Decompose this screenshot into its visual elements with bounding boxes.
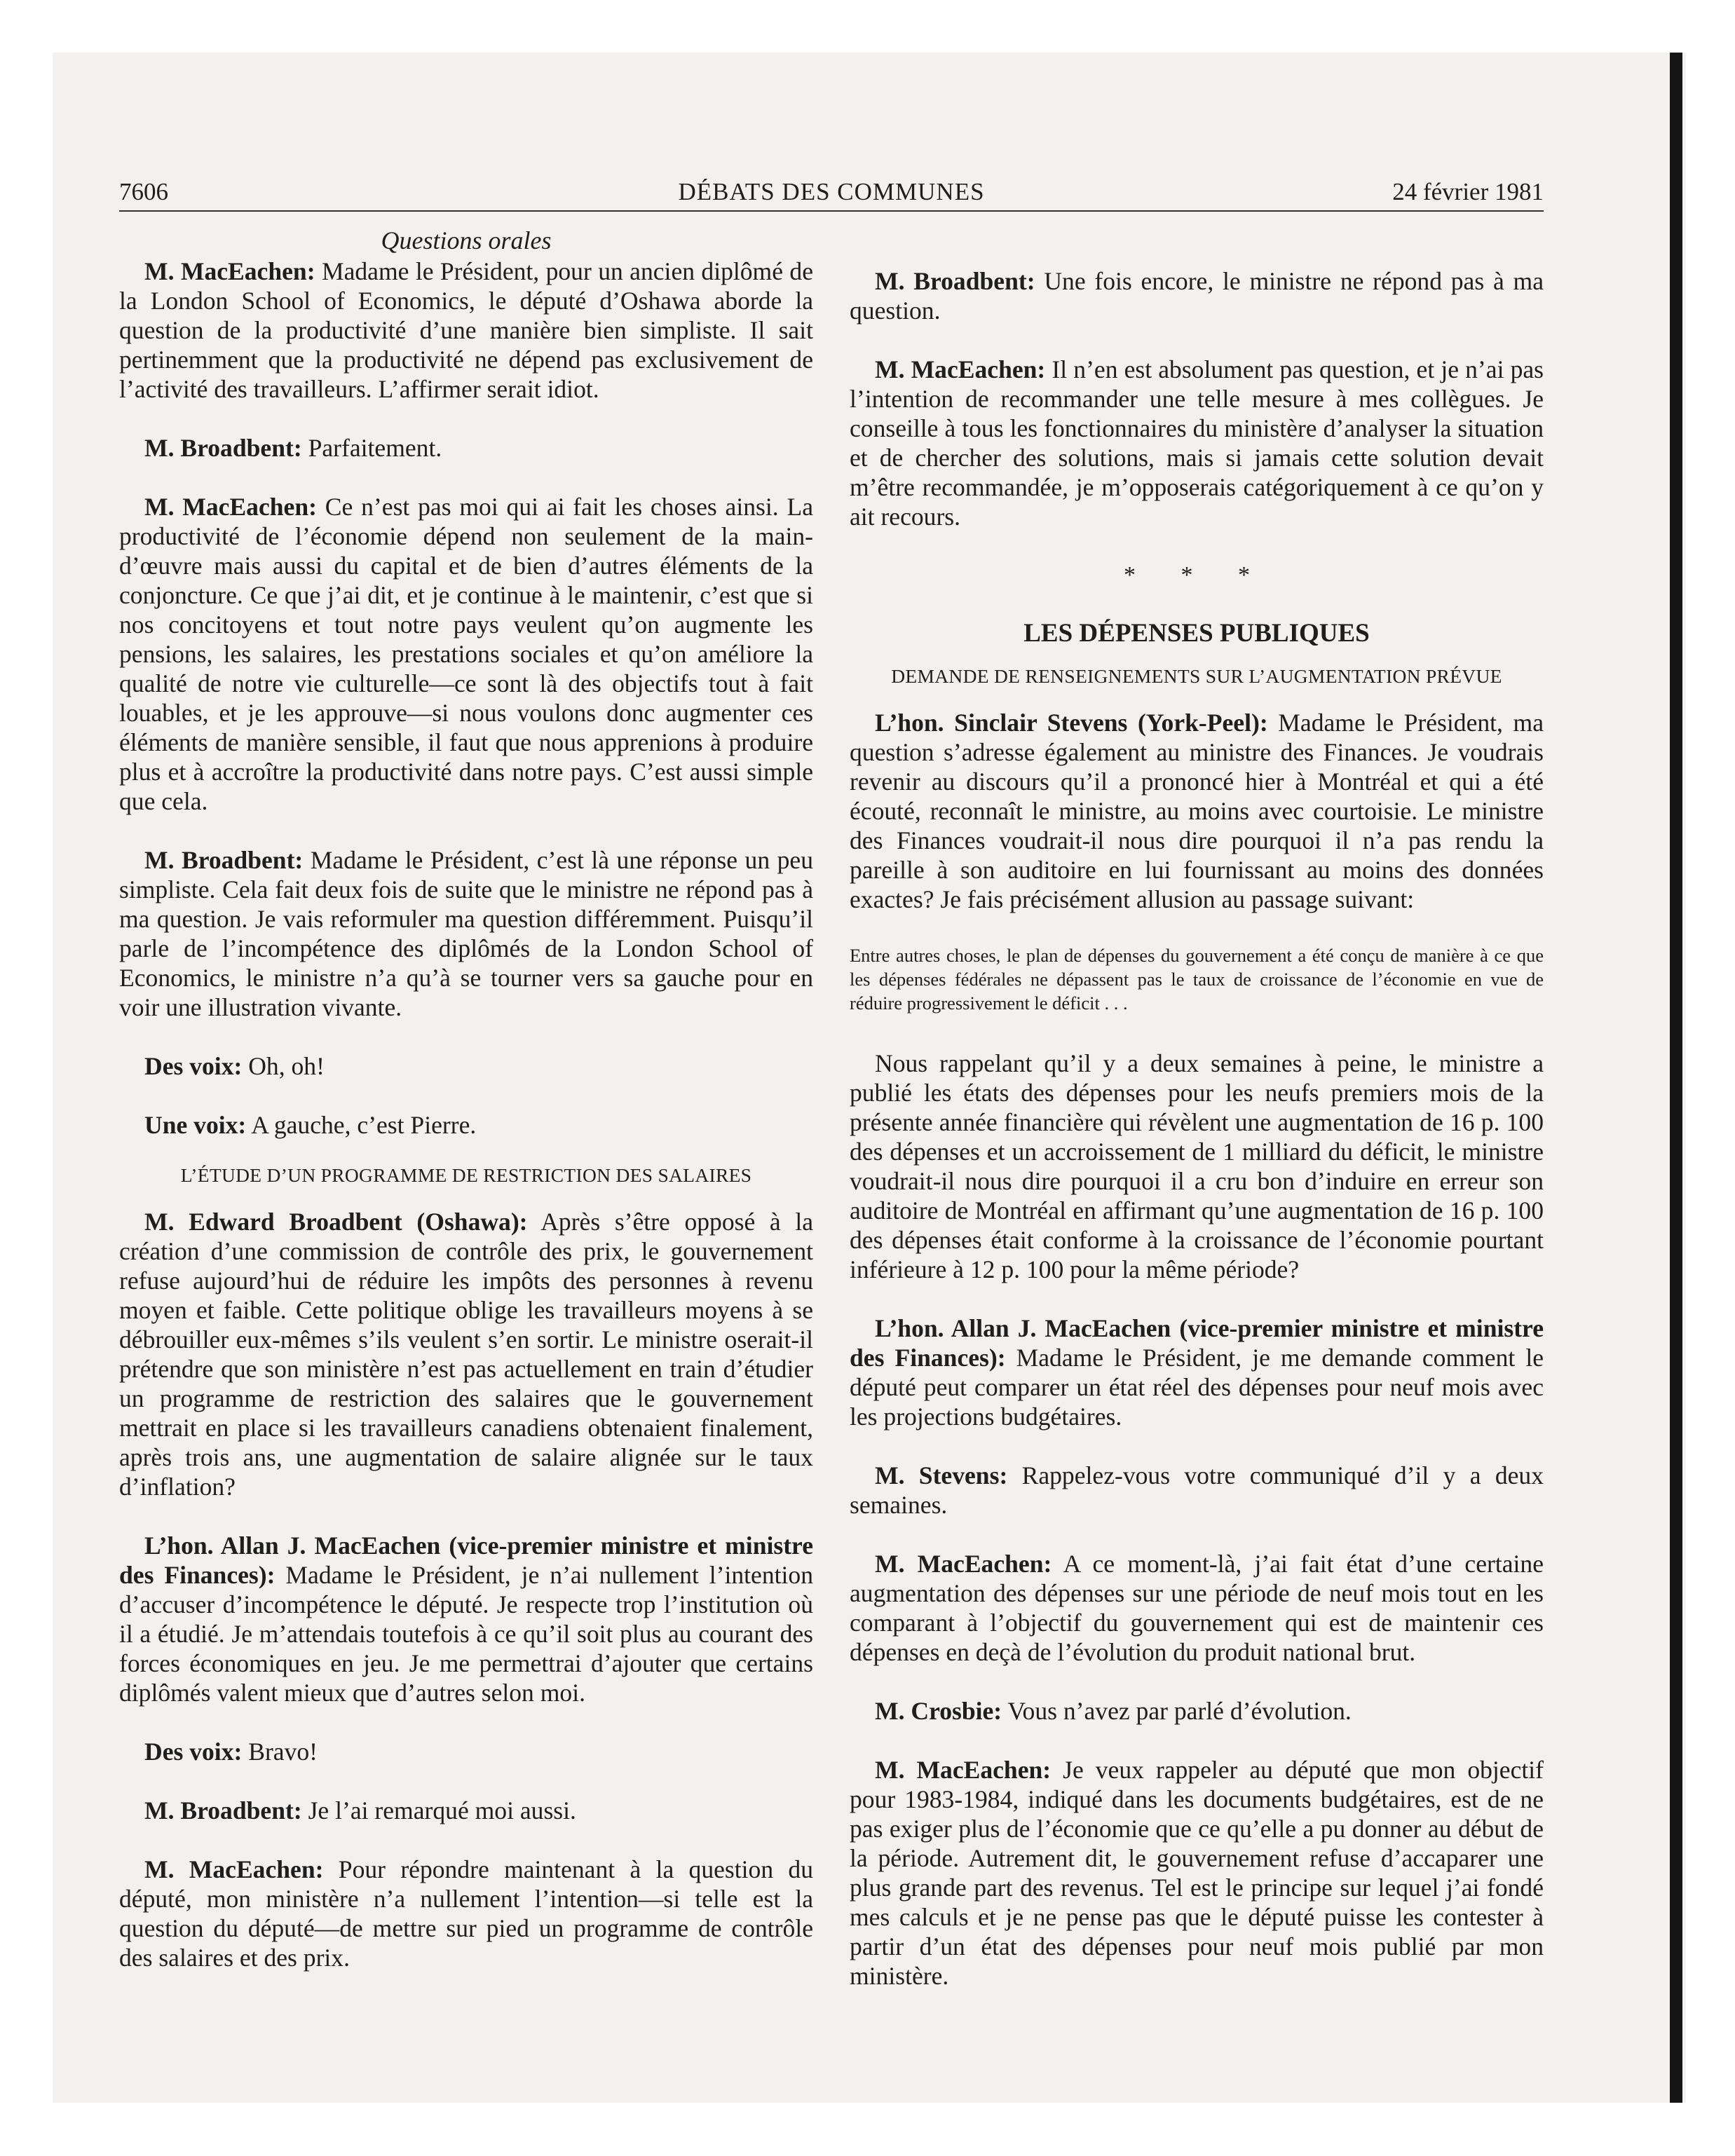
speech-paragraph [119, 1207, 813, 1501]
speech-text: Je veux rappeler au député que mon objectif pour 1983-1984, indiqué dans les documents budgétaires, est de ne pas exiger plus de l’économie que ce qu’elle a pu donner au début de la période. Autrement dit, le gouvernement refuse d’accaparer une plus grande part des revenus. Tel est le principe sur lequel j’ai fondé mes calculs et je ne pense pas que le député puisse les contester à partir d’un état des dépenses pour neuf mois publié par mon ministère. [850, 1756, 1544, 1990]
speech-text: A ce moment-là, j’ai fait état d’une certaine augmentation des dépenses sur une période de neuf mois tout en les comparant à l’objectif du gouvernement qui est de maintenir ces dépenses en deçà de l’évolution du produit national brut. [850, 1550, 1544, 1666]
speech-text: Vous n’avez par parlé d’évolution. [1002, 1697, 1352, 1725]
speaker-name: M. MacEachen: [144, 257, 315, 285]
speech-paragraph [850, 1549, 1544, 1667]
speech-paragraph [119, 845, 813, 1022]
speaker-name: M. Broadbent: [144, 434, 302, 462]
speech-text: Je l’ai remarqué moi aussi. [301, 1796, 576, 1824]
speech-paragraph [119, 1796, 813, 1825]
speech-paragraph: Nous rappelant qu’il y a deux semaines à peine, le ministre a publié les états des dépenses pour les neufs premiers mois de la présente année financière qui révèlent une augmentation de 16 p. 100 des dépenses et un accroissement de 1 milliard du déficit, le ministre voudrait-il nous dire pourquoi il a cru bon d’induire en erreur son auditoire de Montréal en affirmant qu’une augmentation de 16 p. 100 des dépenses était conforme à la croissance de l’économie pourtant inférieure à 12 p. 100 pour la même période? [850, 1049, 1544, 1283]
speech-paragraph [119, 1110, 813, 1140]
speaker-name: M. MacEachen: [875, 355, 1046, 383]
speech-paragraph [850, 1755, 1544, 1991]
speech-paragraph [850, 708, 1544, 914]
speaker-name: Une voix: [144, 1111, 247, 1139]
speaker-name: L’hon. Allan J. MacEachen (vice-premier ministre et ministre des Finances): [119, 1531, 813, 1589]
left-column [119, 226, 813, 2002]
speaker-name: M. Broadbent: [144, 846, 304, 874]
speech-paragraph [119, 1531, 813, 1707]
block-quote: Entre autres choses, le plan de dépenses du gouvernement a été conçu de manière à ce que les dépenses fédérales ne dépassent pas le taux de croissance de l’économie en vue de réduire progressivement le déficit . . . [850, 945, 1544, 1014]
speaker-name: M. Broadbent: [875, 267, 1035, 295]
speech-paragraph [119, 492, 813, 816]
speaker-name: Des voix: [144, 1052, 243, 1080]
right-column [850, 266, 1544, 2020]
speaker-name: M. Stevens: [875, 1461, 1008, 1489]
speech-paragraph [850, 266, 1544, 325]
speech-paragraph [119, 257, 813, 404]
speaker-name: M. MacEachen: [875, 1756, 1052, 1784]
publication-title: DÉBATS DES COMMUNES [678, 178, 985, 205]
subsection-heading: L’ÉTUDE D’UN PROGRAMME DE RESTRICTION DES SALAIRES [180, 1164, 752, 1186]
speaker-name: L’hon. Sinclair Stevens (York-Peel): [875, 709, 1268, 737]
speech-paragraph [850, 1696, 1544, 1726]
speech-text: Madame le Président, je n’ai nullement l’intention d’accuser d’incompétence le député. Je respecte trop l’institution où il a étudié. Je m’attendais toutefois à ce qu’il soit plus au courant des forces économiques en jeu. Je me permettrai d’ajouter que certains diplômés valent mieux que d’autres selon moi. [119, 1561, 813, 1707]
speech-paragraph [850, 1314, 1544, 1431]
speaker-name: M. Broadbent: [144, 1796, 302, 1824]
page-header [119, 177, 1544, 212]
speech-text: Parfaitement. [301, 434, 442, 462]
speaker-name: M. MacEachen: [144, 493, 317, 521]
publication-date: 24 février 1981 [1392, 178, 1544, 205]
speech-paragraph [119, 433, 813, 463]
speech-paragraph [850, 355, 1544, 531]
speech-text: Une fois encore, le ministre ne répond pas à ma question. [850, 267, 1544, 325]
speech-text: Oh, oh! [242, 1052, 325, 1080]
section-divider: * * * [1124, 562, 1270, 588]
speech-text: Madame le Président, je me demande comment le député peut comparer un état réel des dépenses pour neuf mois avec les projections budgétaires. [850, 1344, 1544, 1431]
speech-text: Madame le Président, pour un ancien diplômé de la London School of Economics, le député d’Oshawa aborde la question de la productivité d’une manière bien simpliste. Il sait pertinemment que la productivité ne dépend pas exclusivement de l’activité des travailleurs. L’affirmer serait idiot. [119, 257, 813, 403]
speech-paragraph [119, 1051, 813, 1081]
speech-text: Madame le Président, ma question s’adresse également au ministre des Finances. Je voudrais revenir au discours qu’il a prononcé hier à Montréal et qui a été écouté, reconnaît le ministre, au moins avec courtoisie. Le ministre des Finances voudrait-il nous dire pourquoi il n’a pas rendu la pareille à son auditoire en lui fournissant au moins des données exactes? Je fais précisément allusion au passage suivant: [850, 709, 1544, 913]
speaker-name: M. Edward Broadbent (Oshawa): [144, 1208, 528, 1236]
speech-text: Rappelez-vous votre communiqué d’il y a deux semaines. [850, 1461, 1544, 1519]
speech-text: A gauche, c’est Pierre. [246, 1111, 477, 1139]
subsection-heading: DEMANDE DE RENSEIGNEMENTS SUR L’AUGMENTATION PRÉVUE [891, 665, 1502, 687]
speech-text: Après s’être opposé à la création d’une commission de contrôle des prix, le gouvernement refuse aujourd’hui de réduire les impôts des personnes à revenu moyen et faible. Cette politique oblige les travailleurs moyens à se débrouiller eux-mêmes s’ils veulent s’en sortir. Le ministre oserait-il prétendre que son ministère n’est pas actuellement en train d’étudier un programme de restriction des salaires que le gouvernement mettrait en place si les travailleurs canadiens obtenaient finalement, après trois ans, une augmentation de salaire alignée sur le taux d’inflation? [119, 1208, 813, 1501]
speech-paragraph [119, 1737, 813, 1766]
section-title: Questions orales [381, 226, 552, 254]
speaker-name: L’hon. Allan J. MacEachen (vice-premier ministre et ministre des Finances): [850, 1314, 1544, 1372]
speech-paragraph [850, 1461, 1544, 1520]
section-heading: LES DÉPENSES PUBLIQUES [1023, 619, 1370, 648]
speech-text: Pour répondre maintenant à la question du député, mon ministère n’a nullement l’intention—si telle est la question du député—de mettre sur pied un programme de contrôle des salaires et des prix. [119, 1855, 813, 1972]
speaker-name: Des voix: [144, 1738, 243, 1766]
page-number: 7606 [119, 178, 168, 205]
speech-paragraph [119, 1855, 813, 1972]
speech-text: Bravo! [242, 1738, 318, 1766]
binding-edge [1670, 53, 1682, 2103]
speech-text: Il n’en est absolument pas question, et je n’ai pas l’intention de recommander une telle mesure à mes collègues. Je conseille à tous les fonctionnaires du ministère d’analyser la situation et de chercher des solutions, mais si jamais cette solution devait m’être recommandée, je m’opposerais catégoriquement à ce qu’on y ait recours. [850, 355, 1544, 531]
speech-text: Ce n’est pas moi qui ai fait les choses ainsi. La productivité de l’économie dépend non seulement de la main-d’œuvre mais aussi du capital et de bien d’autres éléments de la conjoncture. Ce que j’ai dit, et je continue à le maintenir, c’est que si nos concitoyens et tout notre pays veulent qu’on augmente les pensions, les salaires, les prestations sociales et qu’on améliore la qualité de notre vie culturelle—ce sont là des objectifs tout à fait louables, et je les approuve—si nous voulons donc augmenter ces éléments de manière sensible, il faut que nous apprenions à produire plus et à accroître la productivité dans notre pays. C’est aussi simple que cela. [119, 493, 813, 815]
speaker-name: M. MacEachen: [144, 1855, 324, 1883]
speech-text: Madame le Président, c’est là une réponse un peu simpliste. Cela fait deux fois de suite que le ministre ne répond pas à ma question. Je vais reformuler ma question différemment. Puisqu’il parle de l’incompétence des diplômés de la London School of Economics, le ministre n’a qu’à se tourner vers sa gauche pour en voir une illustration vivante. [119, 846, 813, 1021]
speaker-name: M. Crosbie: [875, 1697, 1002, 1725]
speaker-name: M. MacEachen: [875, 1550, 1052, 1578]
